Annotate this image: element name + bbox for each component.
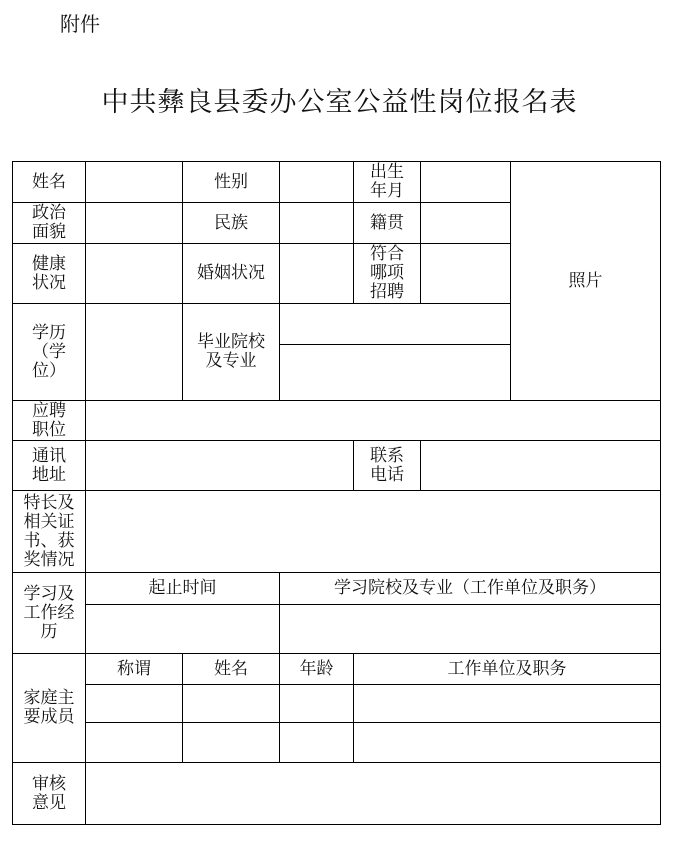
family-1-age-field[interactable] <box>280 685 353 722</box>
label-gender: 性别 <box>214 171 248 192</box>
review-field[interactable] <box>86 763 660 824</box>
specialties-field[interactable] <box>86 491 660 572</box>
ethnicity-field[interactable] <box>280 203 353 243</box>
name-field[interactable] <box>86 162 182 202</box>
header-family-name: 姓名 <box>214 658 248 679</box>
applied-post-field[interactable] <box>86 401 660 440</box>
major-field[interactable] <box>280 345 510 400</box>
family-1-work-unit-field[interactable] <box>354 685 660 722</box>
history-detail-field[interactable] <box>280 605 660 653</box>
label-history: 学习及 工作经 历 <box>23 583 75 642</box>
phone-field[interactable] <box>421 441 660 490</box>
native-place-field[interactable] <box>421 203 510 243</box>
header-work-unit: 工作单位及职务 <box>447 658 567 679</box>
header-relation: 称谓 <box>117 658 151 679</box>
label-family: 家庭主 要成员 <box>23 688 75 727</box>
political-field[interactable] <box>86 203 182 243</box>
family-1-name-field[interactable] <box>183 685 279 722</box>
label-birth: 出生 年月 <box>370 162 404 201</box>
family-2-relation-field[interactable] <box>86 723 182 762</box>
label-review: 审核 意见 <box>32 773 66 813</box>
family-2-work-unit-field[interactable] <box>354 723 660 762</box>
attachment-label: 附件 <box>60 12 100 36</box>
label-school-major: 毕业院校 及专业 <box>197 332 265 371</box>
education-field[interactable] <box>86 304 182 400</box>
address-field[interactable] <box>86 441 353 490</box>
label-health: 健康 状况 <box>32 253 66 293</box>
label-marital: 婚姻状况 <box>197 263 265 283</box>
label-native-place: 籍贯 <box>370 212 404 233</box>
school-field[interactable] <box>280 304 510 344</box>
label-qualified-post: 符合 哪项 招聘 <box>370 244 404 302</box>
family-2-name-field[interactable] <box>183 723 279 762</box>
header-age: 年龄 <box>299 658 334 679</box>
label-ethnicity: 民族 <box>214 212 248 233</box>
header-history-detail: 学习院校及专业（工作单位及职务） <box>334 578 606 598</box>
label-phone: 联系 电话 <box>370 445 404 485</box>
gender-field[interactable] <box>280 162 353 202</box>
family-1-relation-field[interactable] <box>86 685 182 722</box>
qualified-post-field[interactable] <box>421 244 510 303</box>
photo-box[interactable]: 照片 <box>568 270 603 291</box>
label-applied-post: 应聘 职位 <box>32 400 66 440</box>
label-specialties: 特长及 相关证 书、获 奖情况 <box>23 492 75 570</box>
label-name: 姓名 <box>32 171 66 192</box>
health-field[interactable] <box>86 244 182 303</box>
marital-field[interactable] <box>280 244 353 303</box>
form-title: 中共彝良县委办公室公益性岗位报名表 <box>101 87 578 118</box>
header-period: 起止时间 <box>148 578 217 598</box>
label-address: 通讯 地址 <box>32 445 66 485</box>
label-education: 学历 （学 位） <box>32 322 66 381</box>
family-2-age-field[interactable] <box>280 723 353 762</box>
birth-field[interactable] <box>421 162 510 202</box>
history-period-field[interactable] <box>86 605 279 653</box>
label-political: 政治 面貌 <box>32 203 66 242</box>
